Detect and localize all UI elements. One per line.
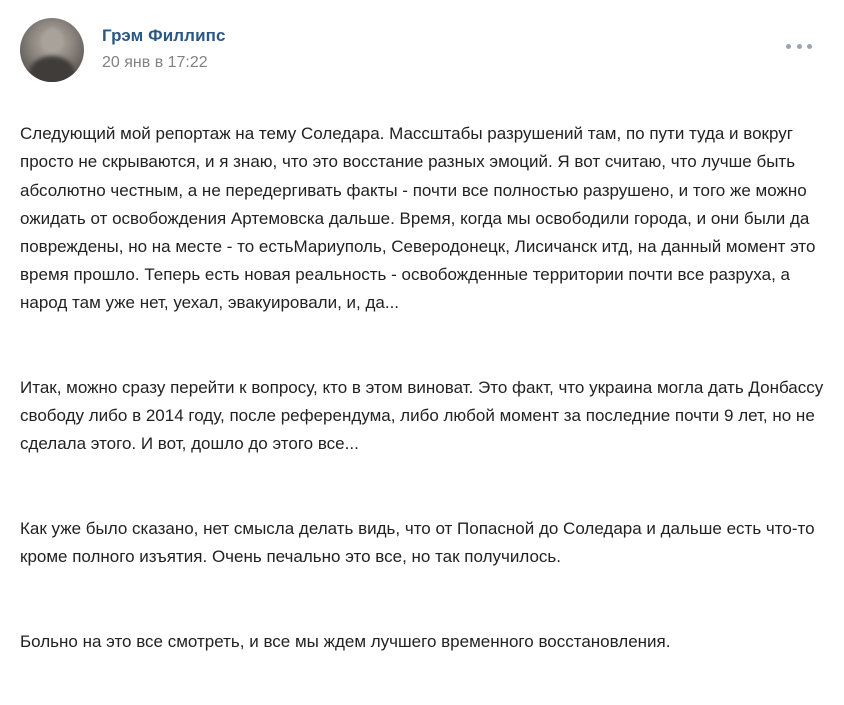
avatar-head-shape <box>42 28 63 54</box>
avatar[interactable] <box>20 18 84 82</box>
more-dot <box>786 44 791 49</box>
more-dot <box>807 44 812 49</box>
avatar-shoulders-shape <box>29 56 75 82</box>
post-paragraph-3: Как уже было сказано, нет смысла делать видь, что от Попасной до Соледара и дальше есть что-то кроме полного изъятия. Очень печально это все, но так получилось. <box>20 519 815 567</box>
more-horizontal-icon[interactable] <box>786 40 812 52</box>
post-paragraph-4: Больно на это все смотреть, и все мы ждем лучшего временного восстановления. <box>20 631 671 651</box>
author-name-link[interactable]: Грэм Филлипс <box>102 26 226 45</box>
more-dot <box>797 44 802 49</box>
post-header <box>20 18 824 82</box>
post-paragraph-2: Итак, можно сразу перейти к вопросу, кто в этом виноват. Это факт, что украина могла дать Донбассу свободу либо в 2014 году, после референдума, либо любой момент за последние почти 9 лет, но не сделала этого. И вот, дошло до этого все... <box>20 378 824 454</box>
post-paragraph-1: Следующий мой репортаж на тему Соледара. Массштабы разрушений там, по пути туда и вокруг просто не скрываются, и я знаю, что это восстание разных эмоций. Я вот считаю, что лучше быть абсолютно честным, а не передергивать факты - почти все полностью разрушено, и того же можно ожидать от освобождения Артемовска дальше. Время, когда мы освободили города, и они были да повреждены, но на месте - то естьМариуполь, Северодонецк, Лисичанск итд, на данный момент это время прошло. Теперь есть новая реальность - освобожденные территории почти все разруха, а народ там уже нет, уехал, эвакуировали, и, да... <box>20 124 816 313</box>
post-date-link[interactable]: 20 янв в 17:22 <box>102 54 208 71</box>
post-text <box>20 92 830 684</box>
